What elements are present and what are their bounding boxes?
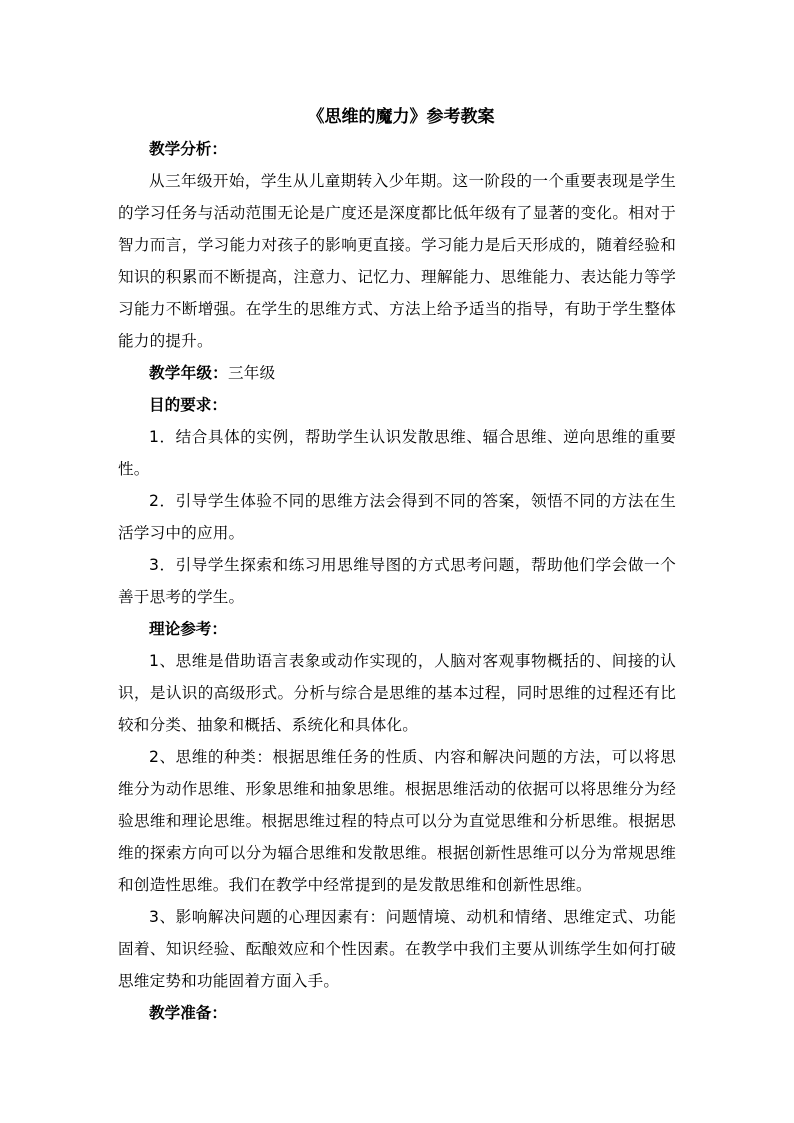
goal-item-3: 3．引导学生探索和练习用思维导图的方式思考问题，帮助他们学会做一个善于思考的学生。	[118, 556, 676, 606]
preparation-heading: 教学准备：	[149, 1004, 227, 1022]
goal-item-2: 2．引导学生体验不同的思维方法会得到不同的答案，领悟不同的方法在生活学习中的应用。	[118, 492, 676, 542]
document-title: 《思维的魔力》参考教案	[307, 107, 495, 127]
theory-item-1: 1、思维是借助语言表象或动作实现的，人脑对客观事物概括的、间接的认识，是认识的高级形式。分析与综合是思维的基本过程，同时思维的过程还有比较和分类、抽象和概括、系统化和具体化。	[118, 652, 676, 734]
goals-heading: 目的要求：	[149, 396, 227, 414]
theory-item-3: 3、影响解决问题的心理因素有：问题情境、动机和情绪、思维定式、功能固着、知识经验、酝酿效应和个性因素。在教学中我们主要从训练学生如何打破思维定势和功能固着方面入手。	[118, 908, 676, 990]
theory-item-2: 2、思维的种类：根据思维任务的性质、内容和解决问题的方法，可以将思维分为动作思维、形象思维和抽象思维。根据思维活动的依据可以将思维分为经验思维和理论思维。根据思维过程的特点可以分为直觉思维和分析思维。根据思维的探索方向可以分为辐合思维和发散思维。根据创新性思维可以分为常规思维和创造性思维。我们在教学中经常提到的是发散思维和创新性思维。	[118, 748, 676, 894]
grade-label: 教学年级：	[149, 364, 228, 382]
analysis-paragraph: 从三年级开始，学生从儿童期转入少年期。这一阶段的一个重要表现是学生的学习任务与活动范围无论是广度还是深度都比低年级有了显著的变化。相对于智力而言，学习能力对孩子的影响更直接。学习能力是后天形成的，随着经验和知识的积累而不断提高，注意力、记忆力、理解能力、思维能力、表达能力等学习能力不断增强。在学生的思维方式、方法上给予适当的指导，有助于学生整体能力的提升。	[118, 172, 676, 350]
grade-value: 三年级	[227, 364, 276, 382]
theory-heading: 理论参考：	[149, 620, 227, 638]
grade-line	[118, 357, 676, 389]
document-page	[118, 101, 676, 1029]
goal-item-1: 1．结合具体的实例，帮助学生认识发散思维、辐合思维、逆向思维的重要性。	[118, 428, 676, 478]
analysis-heading: 教学分析：	[149, 140, 227, 158]
